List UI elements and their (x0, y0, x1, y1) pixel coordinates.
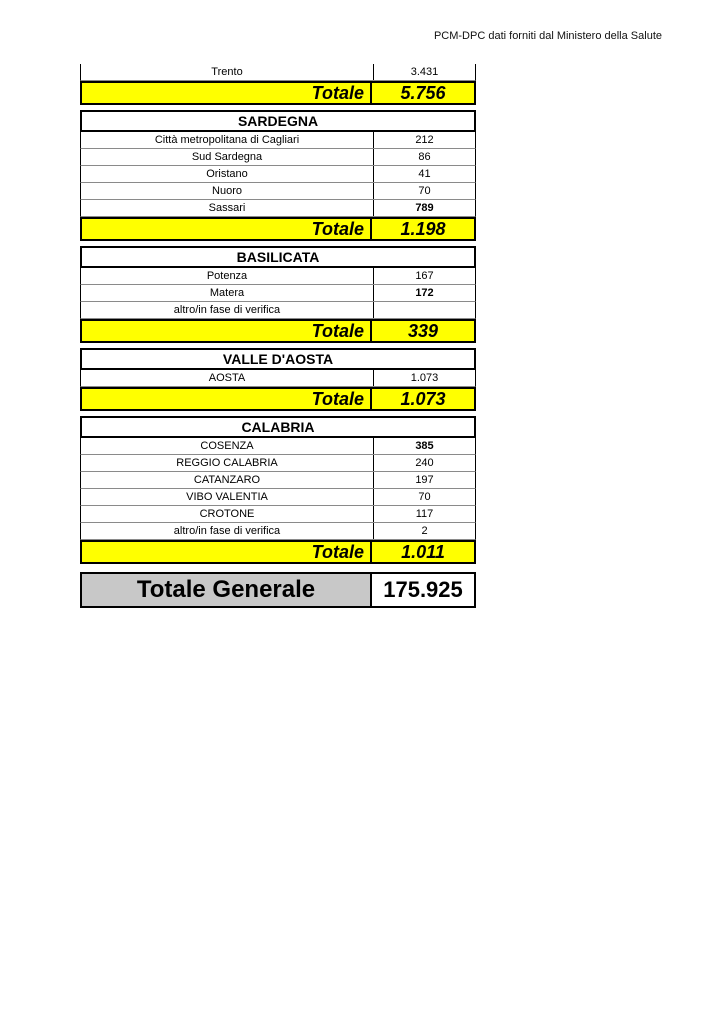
section-calabria (80, 416, 476, 564)
table-row (80, 523, 476, 540)
region-total (80, 81, 476, 105)
table-row (80, 438, 476, 455)
section-valle-daosta (80, 348, 476, 411)
section-trentino (80, 64, 476, 105)
total-label: Totale (82, 83, 372, 103)
region-title: CALABRIA (80, 416, 476, 438)
province-name: altro/in fase di verifica (81, 523, 374, 539)
table-row (80, 370, 476, 387)
province-name: COSENZA (81, 438, 374, 454)
table-row (80, 268, 476, 285)
province-name: VIBO VALENTIA (81, 489, 374, 505)
total-value: 1.198 (400, 219, 446, 239)
province-name: Nuoro (81, 183, 374, 199)
table-row (80, 455, 476, 472)
province-value: 86 (418, 151, 431, 163)
province-value: 1.073 (410, 372, 439, 384)
total-label: Totale (82, 321, 372, 341)
province-value: 197 (415, 474, 434, 486)
total-value: 5.756 (400, 83, 446, 103)
province-name: Potenza (81, 268, 374, 284)
province-name: CATANZARO (81, 472, 374, 488)
province-value: 3.431 (410, 66, 439, 78)
page-header: PCM-DPC dati forniti dal Ministero della Salute (433, 30, 662, 42)
total-value: 339 (407, 321, 439, 341)
province-name: altro/in fase di verifica (81, 302, 374, 318)
province-value (374, 302, 475, 318)
province-value: 70 (418, 185, 431, 197)
province-name: Oristano (81, 166, 374, 182)
province-name: Trento (81, 64, 374, 80)
province-name: Matera (81, 285, 374, 301)
province-name: REGGIO CALABRIA (81, 455, 374, 471)
region-title: VALLE D'AOSTA (80, 348, 476, 370)
province-value: 212 (415, 134, 434, 146)
table-row (80, 132, 476, 149)
province-value: 172 (415, 287, 434, 299)
section-sardegna (80, 110, 476, 241)
section-basilicata (80, 246, 476, 343)
province-value: 167 (415, 270, 434, 282)
total-label: Totale (82, 219, 372, 239)
table-row (80, 64, 476, 81)
total-label: Totale (82, 542, 372, 562)
province-value: 385 (415, 440, 434, 452)
region-total (80, 540, 476, 564)
province-value: 41 (418, 168, 431, 180)
grand-total-value: 175.925 (372, 574, 474, 606)
table-row (80, 149, 476, 166)
province-value: 2 (421, 525, 428, 537)
region-total (80, 217, 476, 241)
province-value: 240 (415, 457, 434, 469)
table-row (80, 200, 476, 217)
table-row (80, 472, 476, 489)
table-row (80, 166, 476, 183)
table-row (80, 302, 476, 319)
table-row (80, 489, 476, 506)
province-name: Città metropolitana di Cagliari (81, 132, 374, 148)
region-title: BASILICATA (80, 246, 476, 268)
table-row (80, 285, 476, 302)
region-total (80, 387, 476, 411)
province-value: 70 (418, 491, 431, 503)
table-row (80, 506, 476, 523)
data-table (80, 64, 476, 608)
grand-total (80, 572, 476, 608)
province-name: AOSTA (81, 370, 374, 386)
province-name: Sud Sardegna (81, 149, 374, 165)
province-value: 789 (415, 202, 434, 214)
table-row (80, 183, 476, 200)
total-value: 1.011 (401, 542, 445, 562)
province-name: Sassari (81, 200, 374, 216)
province-name: CROTONE (81, 506, 374, 522)
province-value: 117 (415, 508, 434, 520)
region-title: SARDEGNA (80, 110, 476, 132)
grand-total-label: Totale Generale (82, 574, 372, 606)
total-value: 1.073 (400, 389, 446, 409)
total-label: Totale (82, 389, 372, 409)
region-total (80, 319, 476, 343)
